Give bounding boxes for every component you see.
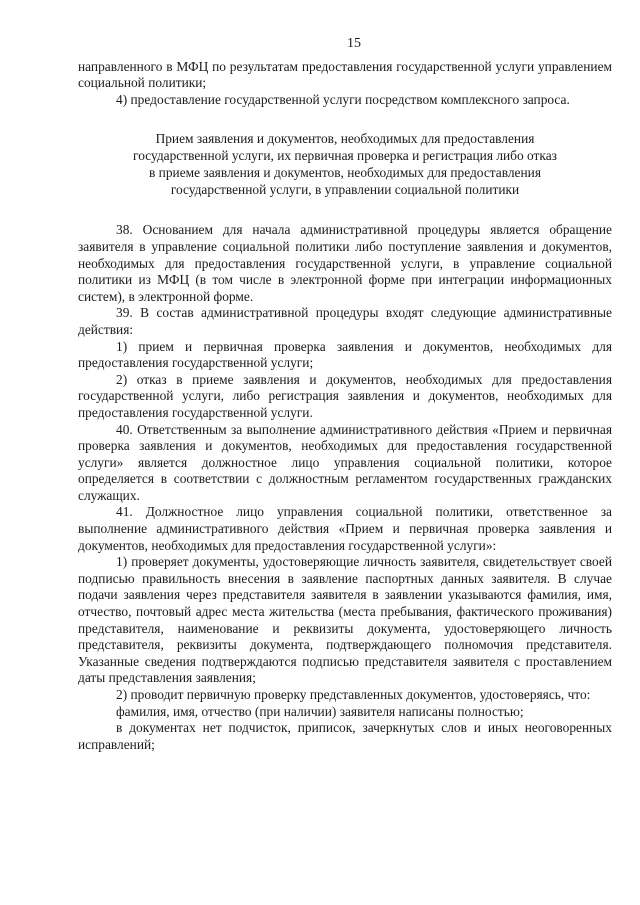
paragraph-check-corrections: в документах нет подчисток, приписок, зачеркнутых слов и иных неоговоренных исправлений; (78, 720, 612, 752)
paragraph-41: 41. Должностное лицо управления социальной политики, ответственное за выполнение административного действия «Прием и первичная проверка заявления и документов, необходимых для предоставления государственной услуги»: (78, 504, 612, 553)
section-heading-line: Прием заявления и документов, необходимых для предоставления (155, 131, 535, 147)
section-heading-line: государственной услуги, в управлении социальной политики (170, 182, 520, 198)
section-heading-line: в приеме заявления и документов, необходимых для предоставления (149, 165, 541, 181)
section-heading-line: государственной услуги, их первичная проверка и регистрация либо отказ (133, 148, 557, 164)
paragraph-39-item-2: 2) отказ в приеме заявления и документов, необходимых для предоставления государственной услуги, либо регистрация заявления и документов, необходимых для предоставления государственной услуги. (78, 371, 612, 420)
paragraph-39-item-1: 1) прием и первичная проверка заявления и документов, необходимых для предоставления государственной услуги; (78, 338, 612, 371)
paragraph-40: 40. Ответственным за выполнение административного действия «Прием и первичная проверка заявления и документов, необходимых для предоставления государственной услуги» является должностное лицо управления социальной политики, которое определяется в соответствии с должностным регламентом государственных гражданских служащих. (78, 421, 612, 503)
paragraph-38: 38. Основанием для начала административной процедуры является обращение заявителя в управление социальной политики либо поступление заявления и документов, необходимых для предоставления государственной услуги, в управление социальной политики из МФЦ (в том числе в электронной форме при интеграции информационных систем), в электронной форме. (78, 222, 612, 304)
paragraph-39: 39. В состав административной процедуры входят следующие административные действия: (78, 305, 612, 337)
paragraph-item-4: 4) предоставление государственной услуги посредством комплексного запроса. (116, 91, 570, 107)
paragraph-continuation: направленного в МФЦ по результатам предоставления государственной услуги управлением социальной политики; (78, 58, 612, 91)
paragraph-41-item-1: 1) проверяет документы, удостоверяющие личность заявителя, свидетельствует своей подписью правильность внесения в заявление паспортных данных заявителя. В случае подачи заявления через представителя заявителя в заявлении указываются фамилия, имя, отчество, почтовый адрес места жительства (места пребывания, фактического проживания) представителя, наименование и реквизиты документа, удостоверяющего личность представителя, реквизиты документа, подтверждающего полномочия представителя. Указанные сведения подтверждаются подписью представителя заявителя с проставлением даты представления заявления; (78, 554, 612, 686)
paragraph-check-name: фамилия, имя, отчество (при наличии) заявителя написаны полностью; (116, 703, 524, 719)
paragraph-41-item-2: 2) проводит первичную проверку представленных документов, удостоверяясь, что: (116, 687, 591, 702)
section-heading (78, 130, 612, 198)
page-number: 15 (347, 36, 361, 51)
